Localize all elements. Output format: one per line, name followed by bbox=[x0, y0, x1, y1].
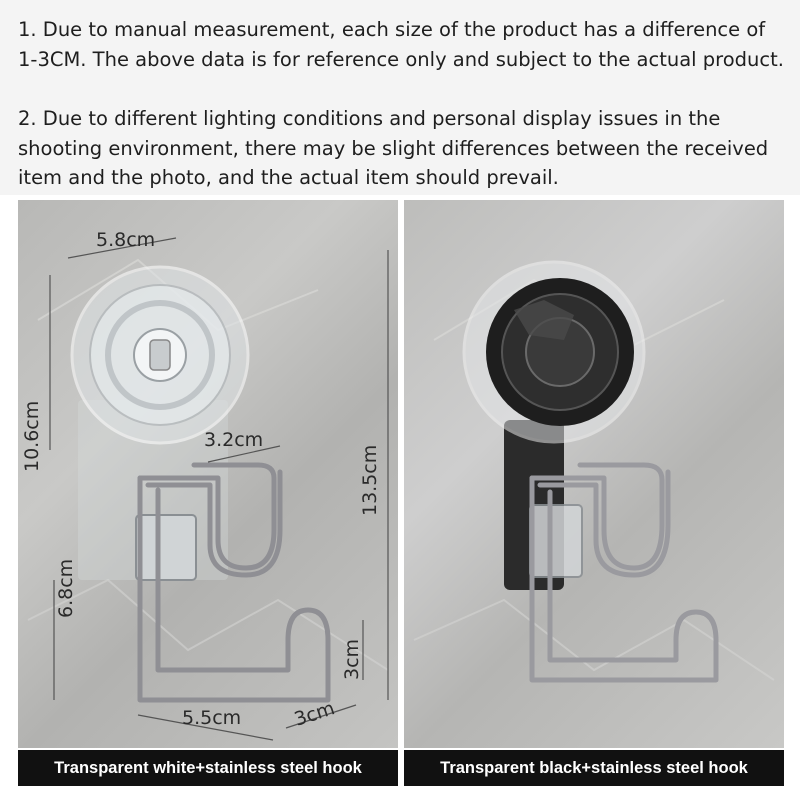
caption-transparent-black: Transparent black+stainless steel hook bbox=[404, 750, 784, 786]
product-photo-transparent-black bbox=[404, 200, 784, 748]
dim-height-10-6: 10.6cm bbox=[21, 400, 43, 472]
bracket bbox=[530, 505, 582, 577]
product-photo-transparent-white bbox=[18, 200, 398, 748]
dim-total-height: 13.5cm bbox=[359, 444, 381, 516]
suction-cup bbox=[72, 267, 248, 443]
dim-depth: 3cm bbox=[291, 697, 338, 731]
note-manual-measurement: 1. Due to manual measurement, each size of the product has a difference of 1-3CM. The above data is for reference only and subject to the actual product. bbox=[18, 18, 784, 71]
notes-section bbox=[0, 0, 800, 195]
hook-illustration-black bbox=[404, 200, 784, 748]
dim-lower-height: 6.8cm bbox=[55, 558, 77, 618]
note-lighting-conditions: 2. Due to different lighting conditions and personal display issues in the shooting environment, there may be slight differences between the received item and the photo, and the actual item should prevail. bbox=[18, 107, 769, 189]
dim-hook-top-width: 3.2cm bbox=[204, 429, 264, 451]
bracket bbox=[136, 515, 196, 580]
dim-suction-width: 5.8cm bbox=[96, 229, 156, 251]
dim-bottom-hook-height: 3cm bbox=[341, 638, 363, 680]
dim-base-width: 5.5cm bbox=[182, 707, 242, 729]
suction-cup bbox=[464, 262, 644, 442]
caption-transparent-white: Transparent white+stainless steel hook bbox=[18, 750, 398, 786]
